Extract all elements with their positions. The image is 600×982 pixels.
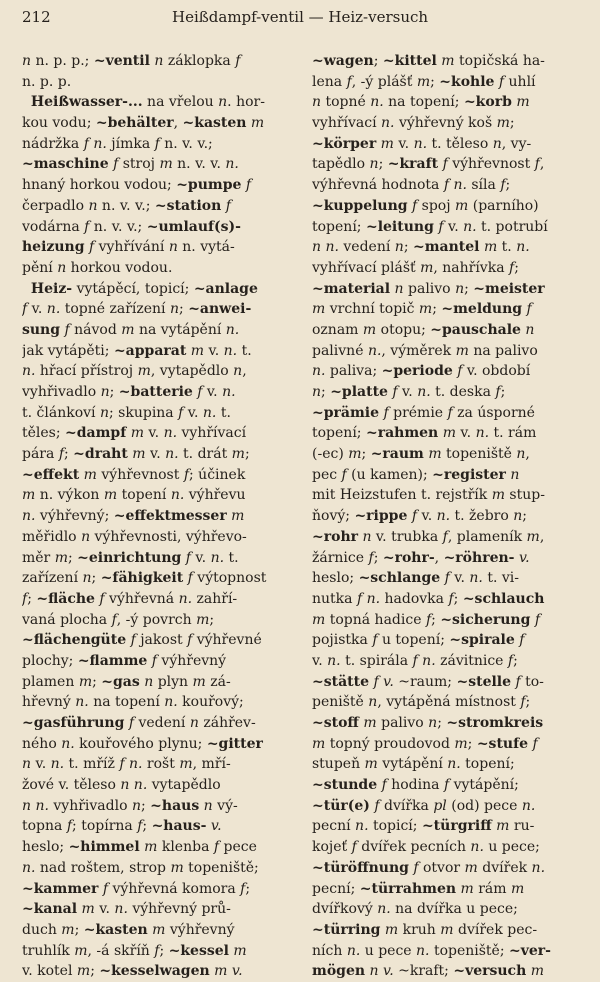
entry-line: f v. n. topné zařízení n; ~anwei- [22, 301, 252, 318]
dictionary-columns [22, 51, 582, 982]
entry-line: hřevný n. na topení n. kouřový; [22, 694, 244, 711]
entry-line: ~stätte f v. ~raum; ~stelle f to- [312, 673, 544, 690]
entry-line: n. paliva; ~periode f v. období [312, 363, 531, 380]
entry-line: pecní; ~türrahmen m rám m [312, 880, 525, 897]
entry-line: heizung f vyhřívání n n. vytá- [22, 239, 235, 256]
entry-line: pecní n. topicí; ~türgriff m ru- [312, 818, 535, 835]
page-number: 212 [22, 8, 51, 26]
entry-line: čerpadlo n n. v. v.; ~station f [22, 197, 231, 214]
entry-line: peniště n, vytápěná místnost f; [312, 694, 531, 711]
entry-line: topna f; topírna f; ~haus- v. [22, 818, 222, 835]
entry-line: t. článkoví n; skupina f v. n. t. [22, 404, 231, 421]
entry-line: n n. vyhřivadlo n; ~haus n vý- [22, 797, 238, 814]
page-header [22, 8, 580, 32]
entry-line: ~wagen; ~kittel m topičská ha- [312, 53, 545, 69]
entry-line: měřidlo n výhřevnosti, výhřevo- [22, 528, 247, 545]
entry-line: stupeň m vytápění n. topení; [312, 756, 515, 773]
entry-line: oznam m otopu; ~pauschale n [312, 321, 535, 338]
entry-line: hnaný horkou vodou; ~pumpe f [22, 177, 252, 194]
right-column [312, 51, 582, 982]
entry-line: ~kuppelung f spoj m (parního) [312, 197, 539, 214]
entry-line: nádržka f n. jímka f n. v. v.; [22, 135, 213, 152]
entry-line: ~stunde f hodina f vytápění; [312, 777, 519, 794]
entry-line: ~stoff m palivo n; ~stromkreis [312, 715, 544, 731]
entry-line: v. n. t. spirála f n. závitnice f; [312, 652, 518, 669]
entry-line: výhřevná hodnota f n. síla f; [312, 177, 511, 194]
entry-line: vyhřívací plášť m, nahřívka f; [312, 259, 519, 276]
entry-line: sung f návod m na vytápění n. [22, 321, 240, 338]
entry-line: heslo; ~schlange f v. n. t. vi- [312, 570, 519, 587]
entry-line: kou vodu; ~behälter, ~kasten m [22, 115, 265, 132]
entry-line: f; ~fläche f výhřevná n. zahří- [22, 590, 238, 607]
entry-line: topení; ~rahmen m v. n. t. rám [312, 425, 537, 442]
entry-line: ~kanal m v. n. výhřevný prů- [22, 901, 231, 918]
entry-line: n. p. p. [22, 73, 72, 90]
entry-line: vaná plocha f, -ý povrch m; [22, 611, 215, 628]
entry-line: m n. výkon m topení n. výhřevu [22, 487, 246, 504]
entry-line: (-ec) m; ~raum m topeniště n, [312, 446, 530, 463]
left-column [22, 51, 292, 982]
entry-line: plamen m; ~gas n plyn m zá- [22, 673, 231, 690]
entry-line: tapědlo n; ~kraft f výhřevnost f, [312, 156, 545, 173]
entry-line: pára f; ~draht m v. n. t. drát m; [22, 446, 250, 463]
entry-line: palivné n., výměrek m na palivo [312, 342, 538, 359]
entry-line: heslo; ~himmel m klenba f pece [22, 839, 257, 856]
entry-line: ~türöffnung f otvor m dvířek n. [312, 859, 546, 876]
running-head: Heißdampf-ventil — Heiz-versuch [172, 8, 429, 26]
entry-line: vyhřívací n. výhřevný koš m; [312, 115, 515, 132]
entry-line: ~kammer f výhřevná komora f; [22, 880, 251, 897]
entry-line: pojistka f u topení; ~spirale f [312, 632, 525, 649]
entry-line: vodárna f n. v. v.; ~umlauf(s)- [22, 218, 241, 235]
entry-line: v. kotel m; ~kesselwagen m v. [22, 963, 243, 980]
entry-line: ~rohr n v. trubka f, plameník m, [312, 528, 545, 545]
entry-line: ~gasführung f vedení n záhřev- [22, 715, 256, 731]
entry-line: truhlík m, -á skříň f; ~kessel m [22, 942, 247, 959]
entry-line: n. hřací přístroj m, vytapědlo n, [22, 363, 247, 380]
entry-line: mit Heizstufen t. rejstřík m stup- [312, 487, 545, 504]
entry-line: dvířkový n. na dvířka u pece; [312, 901, 518, 918]
entry-line: těles; ~dampf m v. n. vyhřívací [22, 425, 247, 442]
entry-line: měr m; ~einrichtung f v. n. t. [22, 549, 239, 566]
entry-line: ~material n palivo n; ~meister [312, 280, 545, 297]
entry-line: ních n. u pece n. topeniště; ~ver- [312, 942, 551, 959]
entry-line: ~flächengüte f jakost f výhřevné [22, 632, 262, 649]
entry-line: duch m; ~kasten m výhřevný [22, 921, 235, 938]
entry-line: n. nad roštem, strop m topeniště; [22, 859, 259, 876]
entry-line: topení; ~leitung f v. n. t. potrubí [312, 218, 548, 235]
entry-line: nutka f n. hadovka f; ~schlauch [312, 590, 545, 607]
entry-line: jak vytápěti; ~apparat m v. n. t. [22, 342, 252, 359]
entry-line: ~türring m kruh m dvířek pec- [312, 921, 538, 938]
entry-line: mögen n v. ~kraft; ~versuch m [312, 963, 544, 980]
entry-line: zařízení n; ~fähigkeit f výtopnost [22, 570, 267, 587]
entry-line: n v. n. t. mříž f n. rošt m, mří- [22, 756, 231, 773]
entry-line: n n. p. p.; ~ventil n záklopka f [22, 53, 241, 69]
entry-line: ného n. kouřového plynu; ~gitter [22, 735, 263, 752]
entry-line: žárnice f; ~rohr-, ~röhren- v. [312, 549, 530, 566]
entry-line: ~prämie f prémie f za úsporné [312, 404, 535, 421]
entry-line: ~maschine f stroj m n. v. v. n. [22, 156, 239, 173]
entry-line: n. výhřevný; ~effektmesser m [22, 508, 245, 525]
entry-line: n; ~platte f v. n. t. deska f; [312, 384, 506, 400]
entry-line: n topné n. na topení; ~korb m [312, 94, 530, 111]
entry-line: ňový; ~rippe f v. n. t. žebro n; [312, 508, 527, 525]
entry-line: plochy; ~flamme f výhřevný [22, 652, 227, 669]
entry-line: žové v. těleso n n. vytapědlo [22, 777, 221, 794]
entry-line: vyhřivadlo n; ~batterie f v. n. [22, 384, 236, 400]
entry-line: Heißwasser-... na vřelou n. hor- [30, 94, 265, 111]
entry-line: m topná hadice f; ~sicherung f [312, 611, 541, 628]
entry-line: ~tür(e) f dvířka pl (od) pece n. [312, 797, 536, 814]
entry-line: kojeť f dvířek pecních n. u pece; [312, 839, 540, 856]
entry-line: n n. vedení n; ~mantel m t. n. [312, 239, 530, 256]
entry-line: ~effekt m výhřevnost f; účinek [22, 466, 246, 483]
entry-line: lena f, -ý plášť m; ~kohle f uhlí [312, 73, 536, 90]
entry-line: pění n horkou vodou. [22, 259, 173, 276]
entry-line: pec f (u kamen); ~register n [312, 466, 520, 483]
entry-line: m vrchní topič m; ~meldung f [312, 301, 532, 318]
entry-line: m topný proudovod m; ~stufe f [312, 735, 538, 752]
entry-line: Heiz- vytápěcí, topicí; ~anlage [30, 280, 258, 297]
entry-line: ~körper m v. n. t. těleso n, vy- [312, 135, 532, 152]
